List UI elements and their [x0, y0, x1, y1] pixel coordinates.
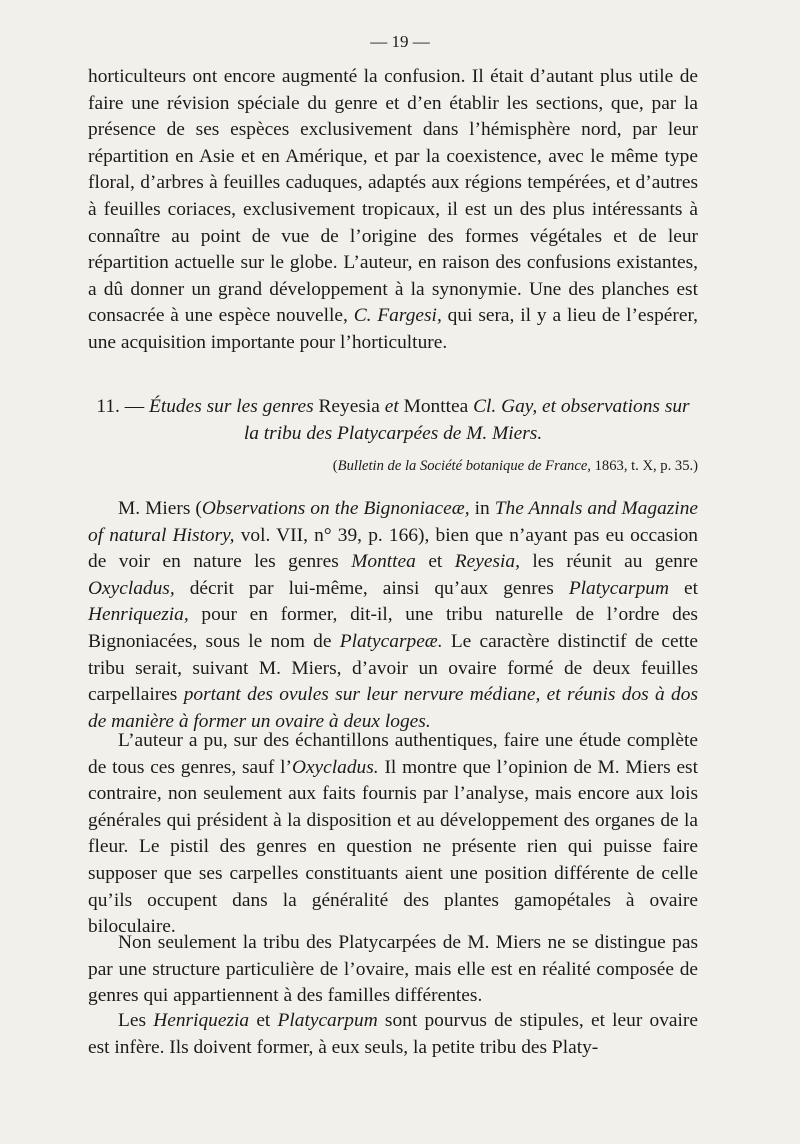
paragraph-2: M. Miers (Observations on the Bignoniaceæ, in The Annals and Magazine of natural History, vol. VII, n° 39, p. 166), bien que n’ayant pas eu occasion de voir en nature les genres Monttea et Reyesia, les réunit au genre Oxycladus, décrit par lui-même, ainsi qu’aux genres Platycarpum et Henriquezia, pour en former, dit-il, une tribu naturelle de l’ordre des Bignoniacées, sous le nom de Platycarpeæ. Le caractère distinctif de cette tribu serait, suivant M. Miers, d’avoir un ovaire formé de deux feuilles carpellaires portant des ovules sur leur nervure médiane, et réunis dos à dos de manière à former un ovaire à deux loges.	[88, 498, 698, 732]
paragraph-5: Les Henriquezia et Platycarpum sont pourvus de stipules, et leur ovaire est infère. Ils doivent former, à eux seuls, la petite tribu des Platy-	[88, 1010, 698, 1058]
section-heading: 11. — Études sur les genres Reyesia et Monttea Cl. Gay, et observations sur la tribu des Platycarpées de M. Miers.	[96, 396, 690, 444]
paragraph-1: horticulteurs ont encore augmenté la confusion. Il était d’autant plus utile de faire une révision spéciale du genre et d’en établir les sections, que, par la présence de ses espèces exclusivement dans l’hémisphère nord, par leur répartition en Asie et en Amérique, et par la coexistence, avec le même type floral, d’arbres à feuilles caduques, adaptés aux régions tempérées, et d’autres à feuilles coriaces, exclusivement tropicaux, il est un des plus intéressants à connaître au point de vue de l’origine des formes végétales et de leur répartition actuelle sur le globe. L’auteur, en raison des confusions existantes, a dû donner un grand développement à la synonymie. Une des planches est consacrée à une espèce nouvelle, C. Fargesi, qui sera, il y a lieu de l’espérer, une acquisition importante pour l’horticulture.	[88, 66, 698, 353]
paragraph-4: Non seulement la tribu des Platycarpées de M. Miers ne se distingue pas par une structure particulière de l’ovaire, mais elle est en réalité composée de genres qui appartiennent à des familles différentes.	[88, 932, 698, 1007]
paragraph-3: L’auteur a pu, sur des échantillons authentiques, faire une étude complète de tous ces genres, sauf l’Oxycladus. Il montre que l’opinion de M. Miers est contraire, non seulement aux faits fournis par l’analyse, mais encore aux lois générales qui président à la disposition et au développement des organes de la fleur. Le pistil des genres en question ne présente rien qui puisse faire supposer que ses carpelles constituants aient une position différente de celle qu’ils occupent dans la généralité des plantes gamopétales à ovaire biloculaire.	[88, 730, 698, 938]
bibliographic-citation: (Bulletin de la Société botanique de France, 1863, t. X, p. 35.)	[332, 458, 698, 474]
page-number: — 19 —	[370, 32, 430, 51]
